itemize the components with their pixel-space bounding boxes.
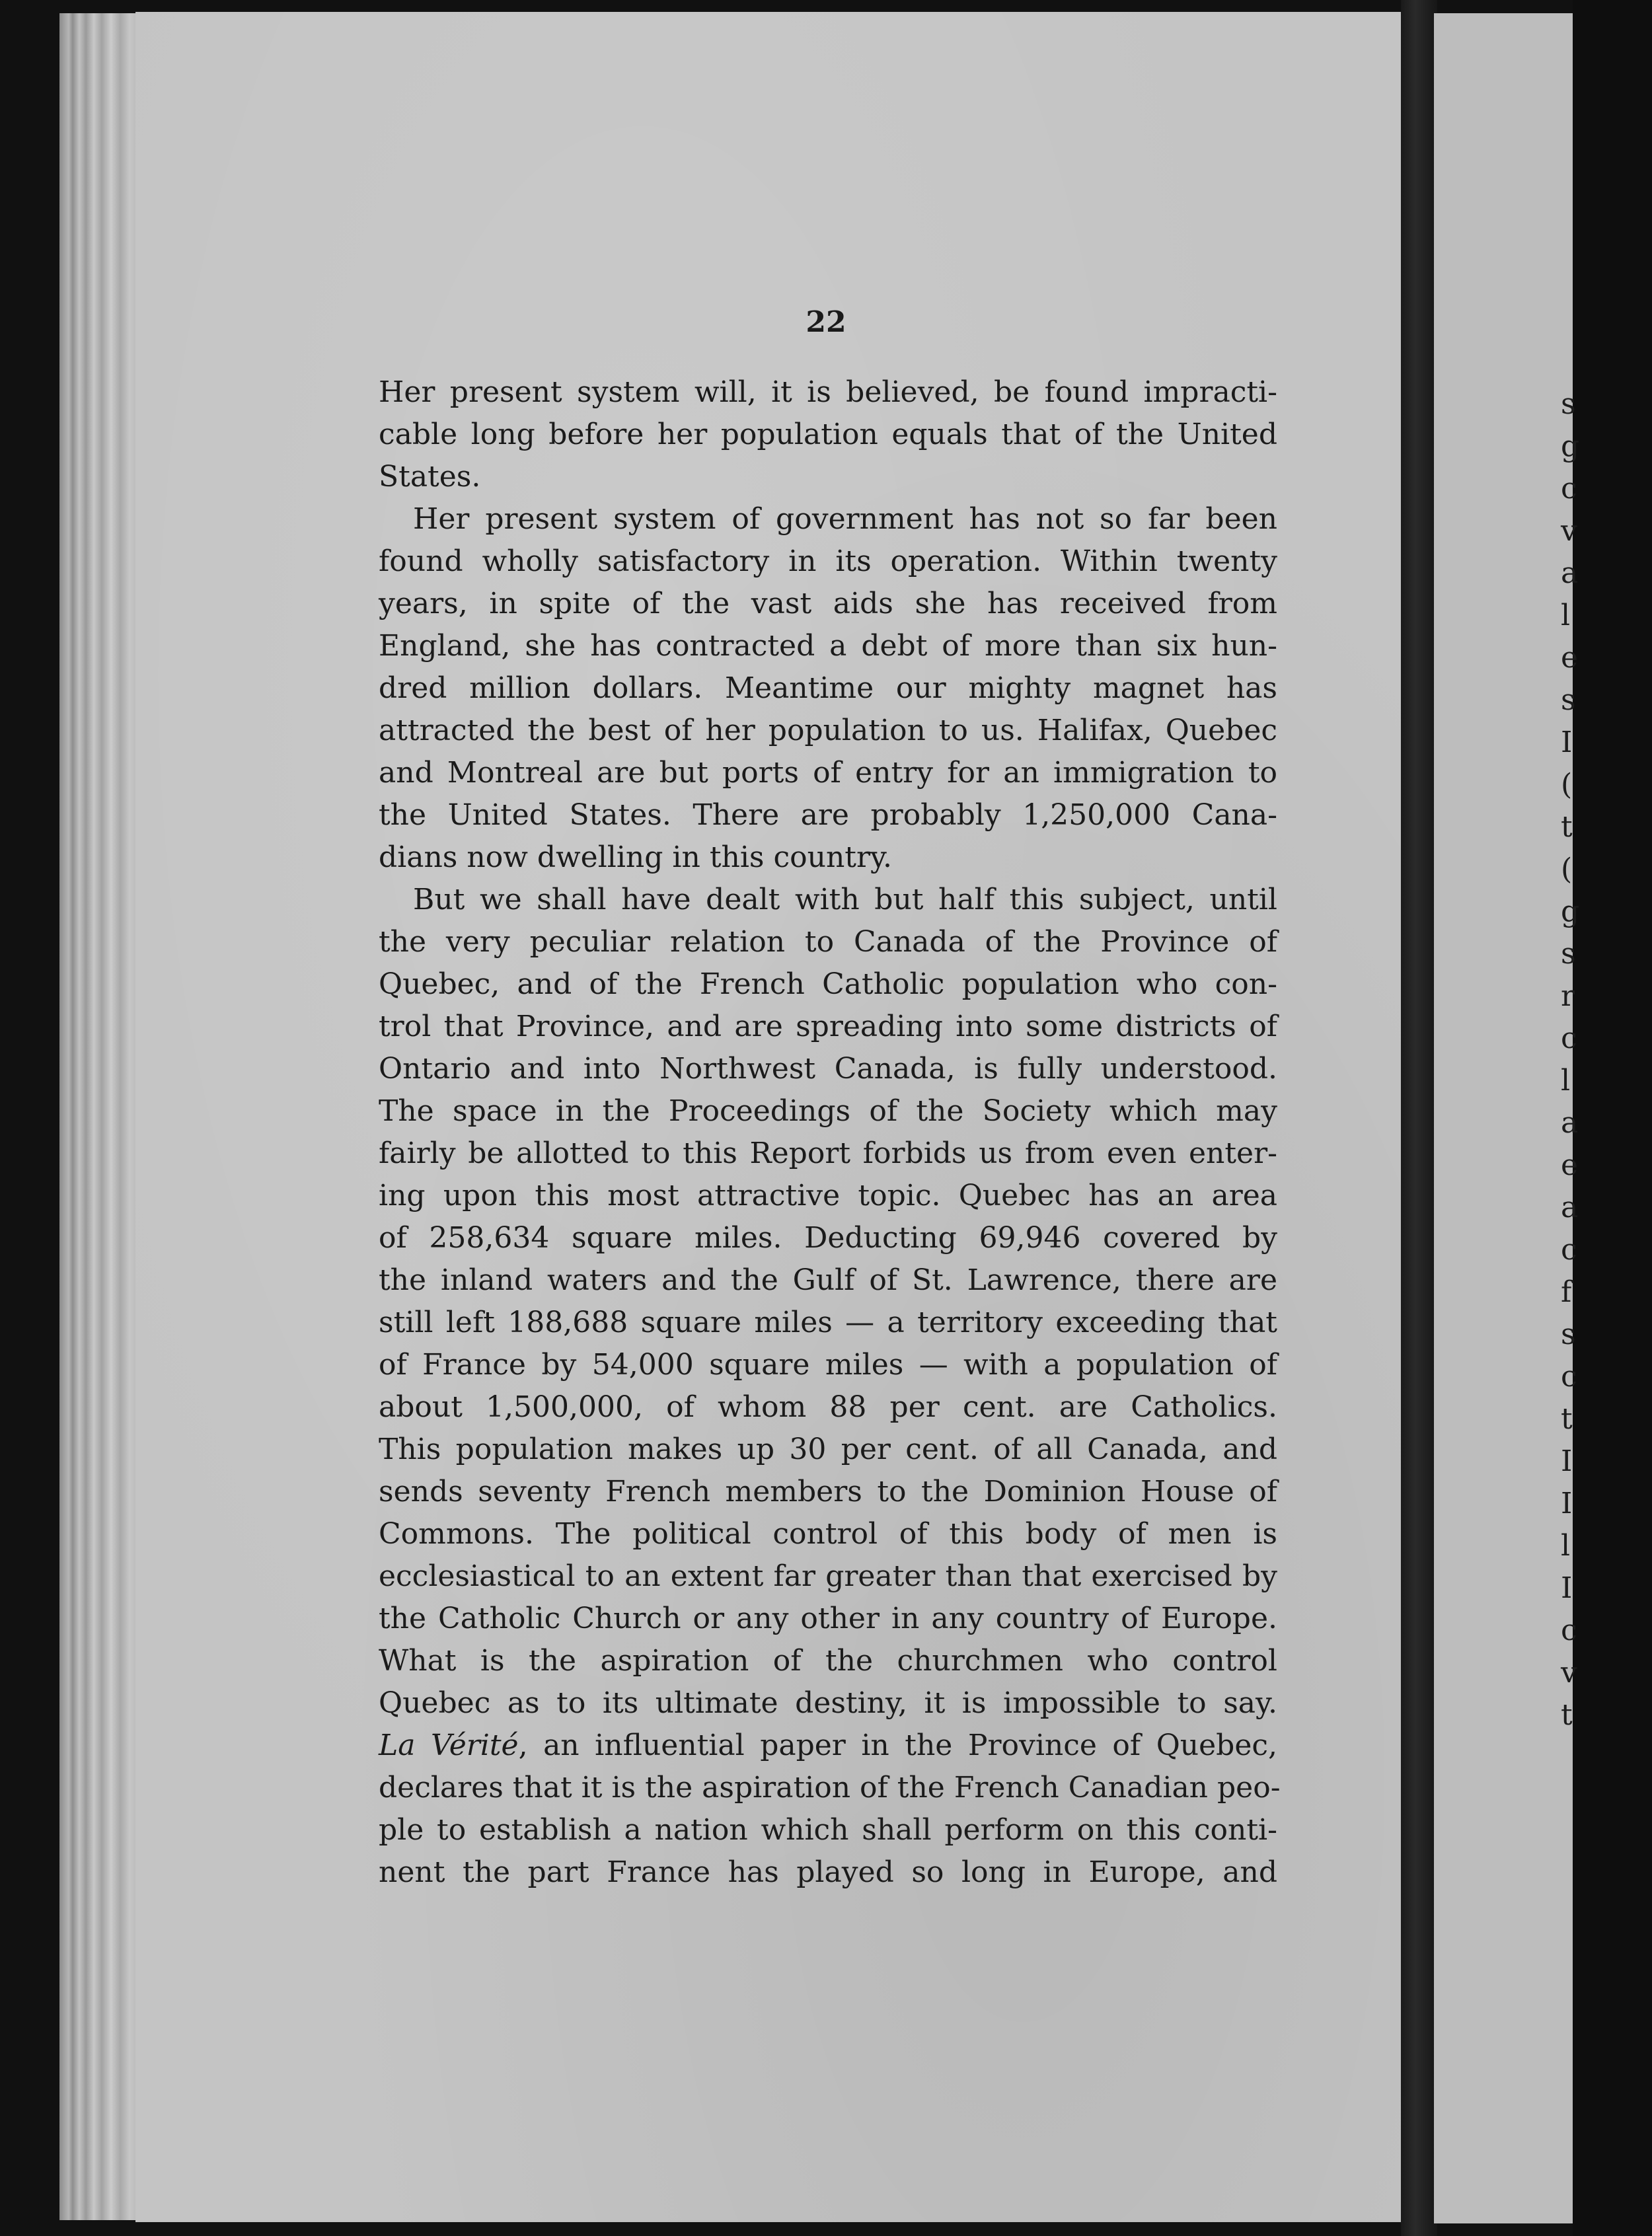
facing-page-fragment: t — [1561, 810, 1573, 844]
facing-page-fragment: ( — [1561, 768, 1573, 801]
text-line: declares that it is the aspiration of the French Canadian peo- — [379, 1771, 1281, 1805]
text-line: about 1,500,000, of whom 88 per cent. are Catholics. — [379, 1390, 1277, 1424]
facing-page-fragment: v — [1561, 514, 1577, 548]
facing-page-fragment: c — [1561, 1614, 1577, 1647]
facing-page-fragment: g — [1561, 429, 1580, 463]
page-edges — [59, 13, 139, 2220]
facing-page-fragment: t — [1561, 1698, 1573, 1732]
text-line: found wholly satisfactory in its operation. Within twenty — [379, 544, 1277, 578]
facing-page-edge — [1434, 13, 1580, 2223]
text-line: years, in spite of the vast aids she has received from — [379, 587, 1277, 620]
text-line: What is the aspiration of the churchmen who control — [379, 1644, 1277, 1678]
text-line: the Catholic Church or any other in any country of Europe. — [379, 1602, 1277, 1635]
text-line: of France by 54,000 square miles — with a population of — [379, 1348, 1277, 1382]
text-line: Commons. The political control of this body of men is — [379, 1517, 1277, 1551]
facing-page-fragment: c — [1561, 1233, 1577, 1267]
text-line: the inland waters and the Gulf of St. Lawrence, there are — [379, 1263, 1277, 1297]
facing-page-fragment: I — [1561, 1444, 1573, 1478]
text-line: Ontario and into Northwest Canada, is fully understood. — [379, 1052, 1277, 1086]
text-line: dred million dollars. Meantime our mighty magnet has — [379, 671, 1277, 705]
text-line: Quebec as to its ultimate destiny, it is impossible to say. — [379, 1686, 1277, 1720]
text-line: Her present system of government has not so far been — [413, 502, 1277, 536]
facing-page-fragment: I — [1561, 726, 1573, 759]
facing-page-fragment: g — [1561, 895, 1580, 928]
facing-page-fragment: ( — [1561, 852, 1573, 886]
text-line: attracted the best of her population to us. Halifax, Quebec — [379, 714, 1277, 747]
text-line: sends seventy French members to the Dominion House of — [379, 1475, 1277, 1509]
facing-page-fragment: f — [1561, 1275, 1572, 1309]
text-line: Her present system will, it is believed, be found impracti- — [379, 375, 1277, 409]
page-number: 22 — [806, 305, 846, 339]
text-line: But we shall have dealt with but half this subject, until — [413, 883, 1277, 916]
text-line: and Montreal are but ports of entry for an immigration to — [379, 756, 1277, 790]
facing-page-fragment: c — [1561, 472, 1577, 505]
text-line: ple to establish a nation which shall perform on this conti- — [379, 1813, 1277, 1847]
text-line: of 258,634 square miles. Deducting 69,946 covered by — [379, 1221, 1277, 1255]
facing-page-fragment: t — [1561, 1402, 1573, 1436]
facing-page-fragment: a — [1561, 1106, 1579, 1140]
facing-page-fragment: s — [1561, 387, 1576, 421]
facing-page-fragment: l — [1561, 1064, 1571, 1098]
newspaper-title: La Vérité — [379, 1729, 519, 1762]
text-line: cable long before her population equals that of the United — [379, 418, 1277, 451]
text-line: the United States. There are probably 1,250,000 Cana- — [379, 798, 1277, 832]
facing-page-fragment: a — [1561, 556, 1579, 590]
text-line: ing upon this most attractive topic. Quebec has an area — [379, 1179, 1277, 1212]
facing-page-fragment: r — [1561, 979, 1575, 1013]
text-line: England, she has contracted a debt of more than six hun- — [379, 629, 1277, 663]
text-line: States. — [379, 460, 481, 494]
text-line-rest: , an influential paper in the Province of Quebec, — [518, 1729, 1277, 1762]
facing-page-fragment: s — [1561, 1318, 1576, 1351]
text-line: still left 188,688 square miles — a territory exceeding that — [379, 1306, 1277, 1339]
text-line: Quebec, and of the French Catholic population who con- — [379, 967, 1277, 1001]
facing-page-fragment: e — [1561, 641, 1579, 675]
text-line: the very peculiar relation to Canada of the Province of — [379, 925, 1277, 959]
body-text — [379, 371, 1281, 1894]
text-line: ecclesiastical to an extent far greater than that exercised by — [379, 1559, 1277, 1593]
facing-page-fragment: l — [1561, 1529, 1571, 1563]
text-line: dians now dwelling in this country. — [379, 840, 893, 874]
facing-page-fragment: c — [1561, 1022, 1577, 1055]
text-line: fairly be allotted to this Report forbids us from even enter- — [379, 1137, 1277, 1170]
facing-page-fragment: a — [1561, 1191, 1579, 1224]
facing-page-fragment: s — [1561, 683, 1576, 717]
facing-page-fragment: l — [1561, 599, 1571, 632]
facing-page-fragment: e — [1561, 1148, 1579, 1182]
facing-page-fragment: I — [1561, 1571, 1573, 1605]
text-line — [379, 1725, 1277, 1767]
text-line: The space in the Proceedings of the Society which may — [379, 1094, 1277, 1128]
text-line: This population makes up 30 per cent. of all Canada, and — [379, 1433, 1277, 1466]
facing-page-fragment: s — [1561, 937, 1576, 971]
facing-page-fragment: v — [1561, 1656, 1577, 1690]
facing-page-fragment: I — [1561, 1487, 1573, 1520]
text-line: nent the part France has played so long in Europe, and — [379, 1855, 1277, 1889]
text-line: trol that Province, and are spreading into some districts of — [379, 1010, 1277, 1043]
facing-page-fragment: c — [1561, 1360, 1577, 1394]
